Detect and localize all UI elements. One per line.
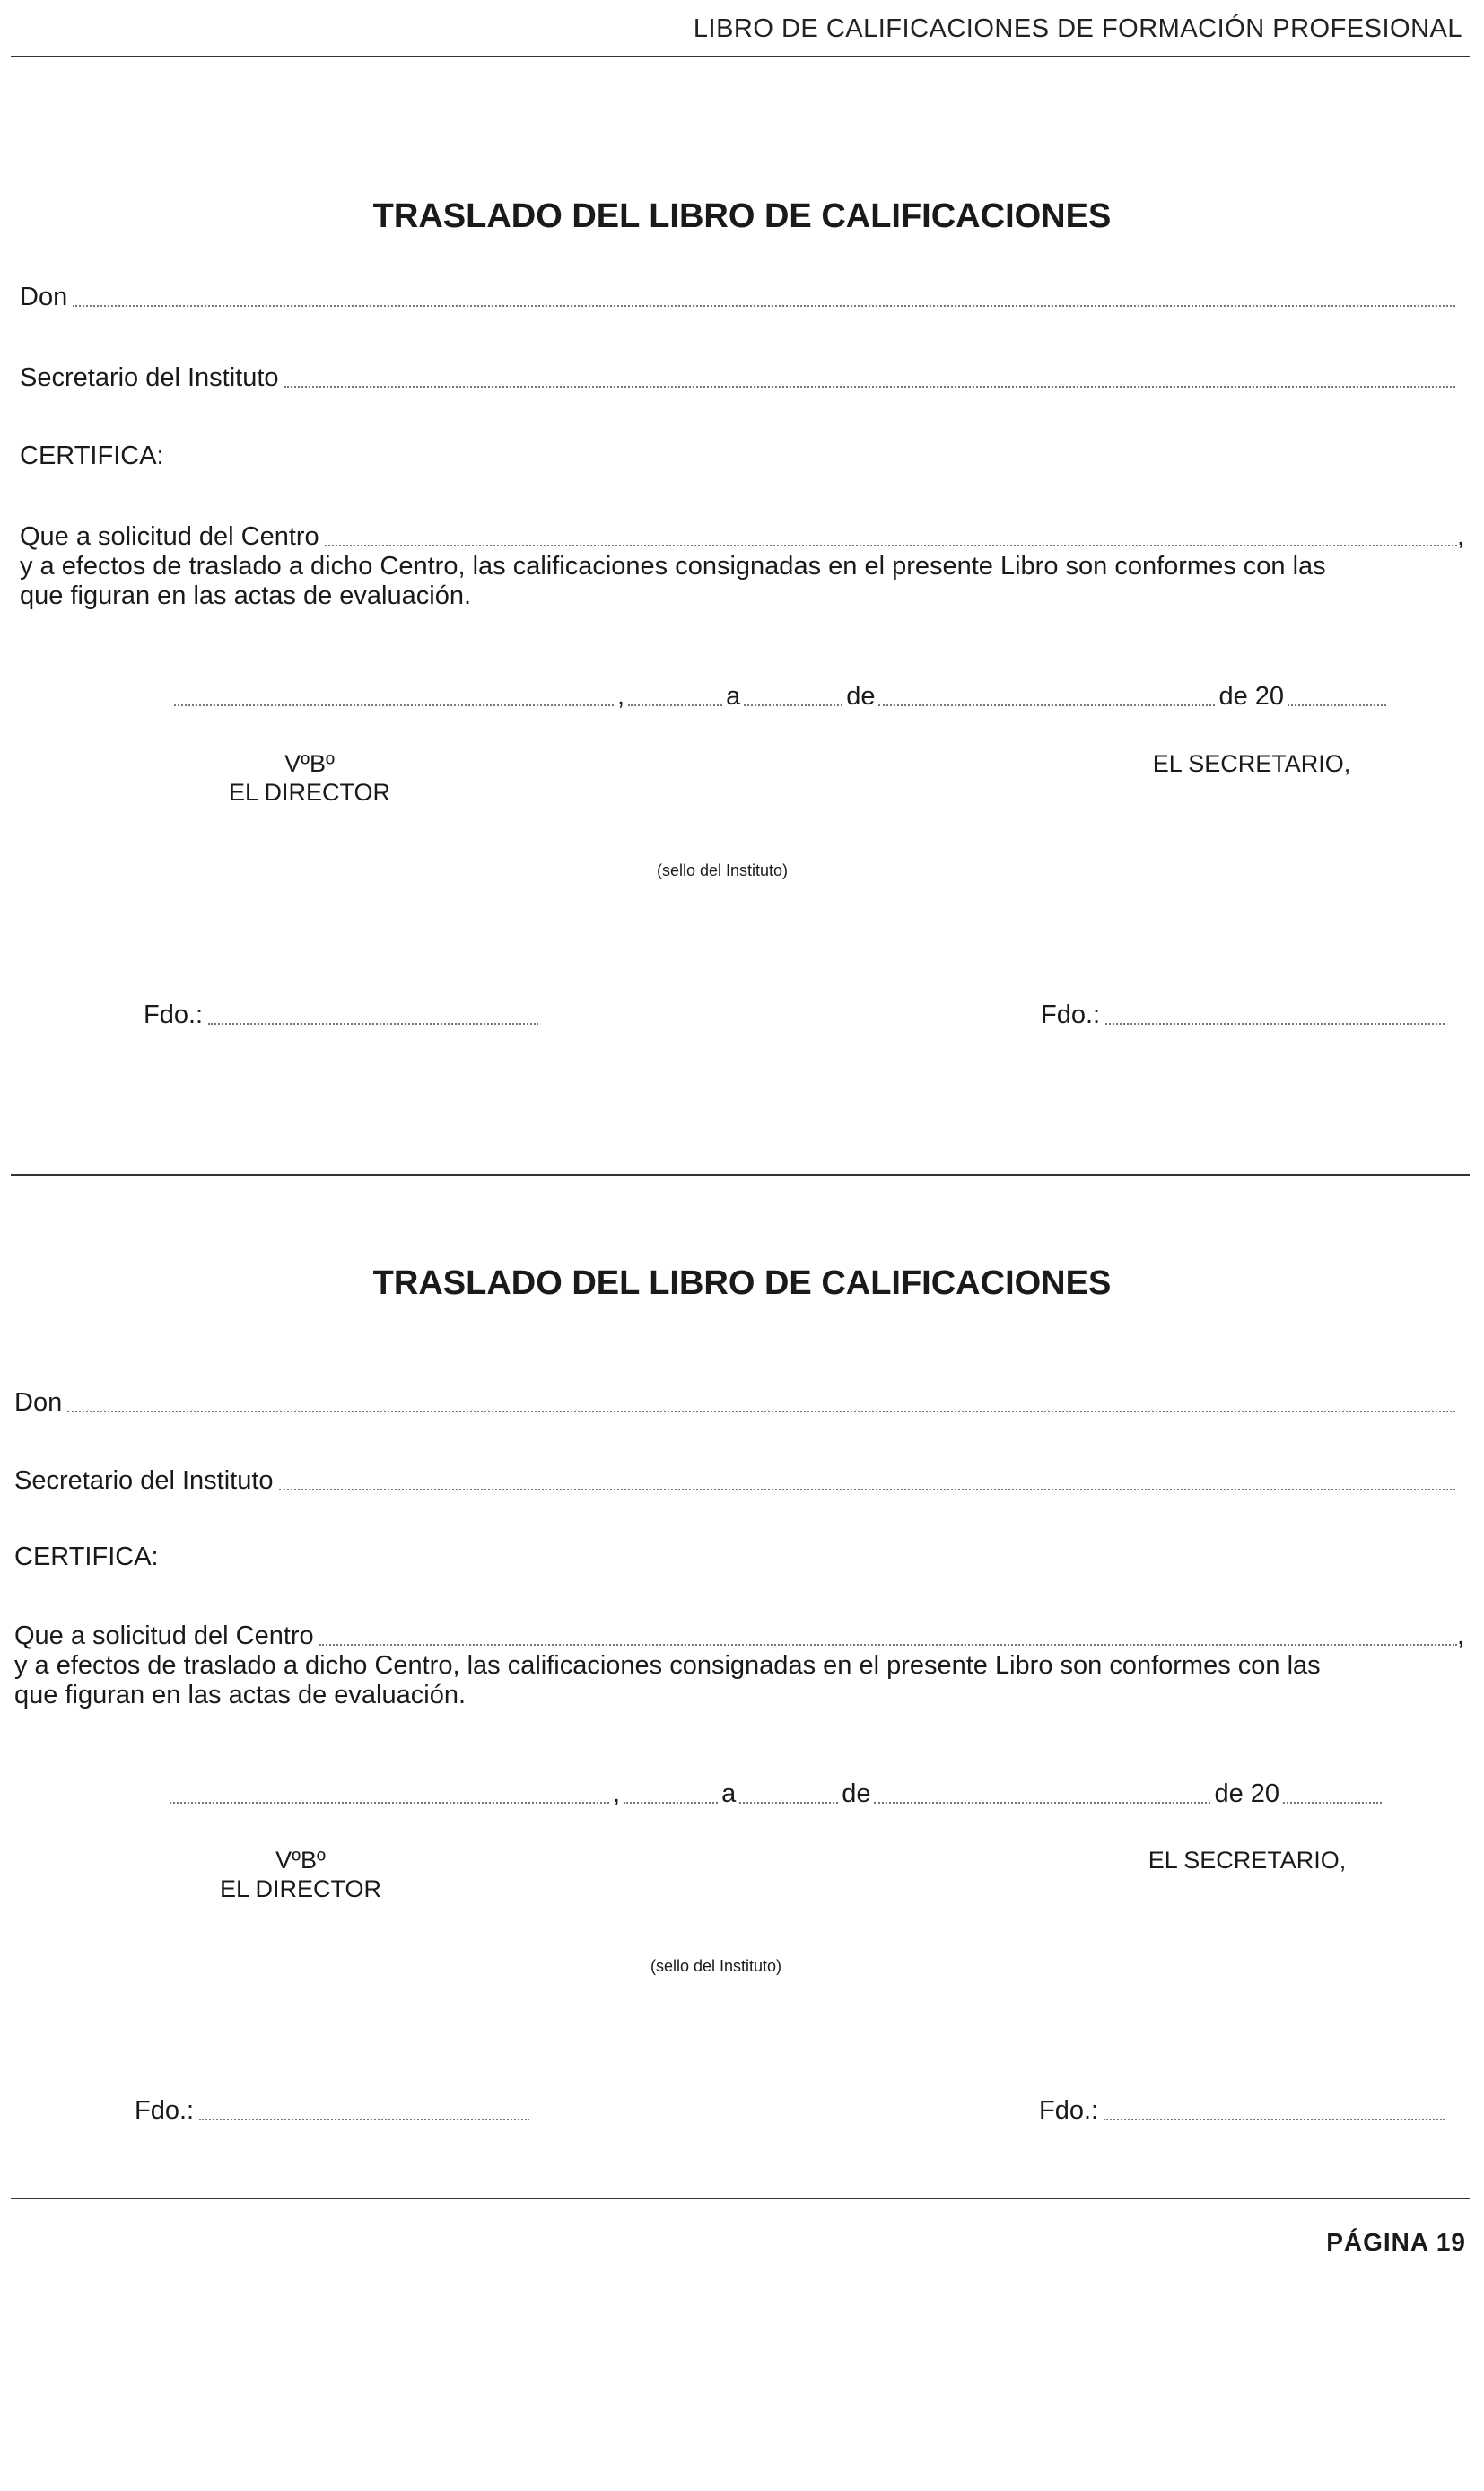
secretary-label: Secretario del Instituto bbox=[20, 363, 279, 392]
certifica-label: CERTIFICA: bbox=[14, 1543, 159, 1571]
date-de20: de 20 bbox=[1218, 682, 1285, 711]
date-day-prefix-field[interactable] bbox=[628, 704, 722, 706]
don-field[interactable] bbox=[73, 305, 1455, 307]
date-year-field[interactable] bbox=[1288, 704, 1386, 706]
seal-placeholder: (sello del Instituto) bbox=[650, 1957, 782, 1975]
date-line bbox=[166, 1779, 1445, 1809]
certification-body bbox=[14, 1651, 1473, 1710]
centro-line bbox=[20, 522, 1464, 552]
date-place-field[interactable] bbox=[174, 704, 614, 706]
date-comma: , bbox=[613, 1779, 621, 1808]
date-de: de bbox=[846, 682, 876, 711]
page-number: PÁGINA 19 bbox=[1326, 2228, 1466, 2256]
secretary-field[interactable] bbox=[284, 386, 1455, 388]
fdo-right-label: Fdo.: bbox=[1039, 2096, 1099, 2125]
certifica-line bbox=[20, 441, 164, 471]
seal-placeholder: (sello del Instituto) bbox=[656, 861, 789, 879]
fdo-left-line bbox=[135, 2096, 529, 2126]
centro-field[interactable] bbox=[319, 1644, 1457, 1646]
vobo-label: VºBº bbox=[275, 1847, 326, 1874]
date-de: de bbox=[842, 1779, 871, 1808]
certification-body bbox=[20, 552, 1473, 611]
transfer-section-1 bbox=[0, 0, 1484, 1032]
footer-rule bbox=[11, 2198, 1470, 2199]
secretary-line bbox=[14, 1466, 1455, 1496]
secretary-label: Secretario del Instituto bbox=[14, 1466, 274, 1495]
fdo-left-label: Fdo.: bbox=[144, 1001, 204, 1029]
date-de20: de 20 bbox=[1214, 1779, 1280, 1808]
body-line-1: y a efectos de traslado a dicho Centro, las calificaciones consignadas en el presente Libro son conformes con las bbox=[20, 552, 1326, 581]
fdo-left-line bbox=[144, 1001, 538, 1030]
certifica-line bbox=[14, 1543, 159, 1572]
secretario-label: EL SECRETARIO, bbox=[1148, 1847, 1347, 1874]
body-line-2: que figuran en las actas de evaluación. bbox=[20, 581, 472, 610]
date-line bbox=[170, 682, 1445, 712]
director-label: EL DIRECTOR bbox=[219, 1875, 382, 1902]
date-year-field[interactable] bbox=[1283, 1802, 1382, 1804]
secretary-line bbox=[20, 363, 1455, 393]
date-month-field[interactable] bbox=[874, 1802, 1210, 1804]
director-label: EL DIRECTOR bbox=[228, 779, 391, 806]
secretario-label: EL SECRETARIO, bbox=[1152, 750, 1351, 777]
section-title: TRASLADO DEL LIBRO DE CALIFICACIONES bbox=[372, 197, 1112, 235]
vobo-label: VºBº bbox=[284, 750, 335, 777]
date-a: a bbox=[726, 682, 741, 711]
centro-comma: , bbox=[1456, 1621, 1464, 1650]
don-label: Don bbox=[20, 283, 68, 311]
date-comma: , bbox=[617, 682, 625, 711]
date-place-field[interactable] bbox=[170, 1802, 609, 1804]
date-day-prefix-field[interactable] bbox=[624, 1802, 718, 1804]
body-line-1: y a efectos de traslado a dicho Centro, las calificaciones consignadas en el presente Libro son conformes con las bbox=[14, 1651, 1321, 1680]
fdo-right-line bbox=[1039, 2096, 1445, 2126]
document-header-title: LIBRO DE CALIFICACIONES DE FORMACIÓN PROFESIONAL bbox=[693, 14, 1462, 43]
date-month-field[interactable] bbox=[878, 704, 1215, 706]
date-day-field[interactable] bbox=[739, 1802, 838, 1804]
date-a: a bbox=[721, 1779, 737, 1808]
don-label: Don bbox=[14, 1388, 63, 1417]
body-line-2: que figuran en las actas de evaluación. bbox=[14, 1681, 467, 1709]
secretary-field[interactable] bbox=[279, 1489, 1455, 1490]
date-day-field[interactable] bbox=[744, 704, 842, 706]
fdo-left-field[interactable] bbox=[199, 2119, 529, 2120]
don-field[interactable] bbox=[67, 1411, 1455, 1412]
certifica-label: CERTIFICA: bbox=[20, 441, 164, 470]
centro-field[interactable] bbox=[325, 545, 1457, 546]
fdo-right-field[interactable] bbox=[1105, 1023, 1445, 1025]
centro-comma: , bbox=[1456, 522, 1464, 551]
section-title: TRASLADO DEL LIBRO DE CALIFICACIONES bbox=[372, 1264, 1112, 1302]
fdo-right-label: Fdo.: bbox=[1041, 1001, 1101, 1029]
fdo-left-label: Fdo.: bbox=[135, 2096, 195, 2125]
don-line bbox=[20, 283, 1455, 312]
fdo-left-field[interactable] bbox=[208, 1023, 538, 1025]
centro-label: Que a solicitud del Centro bbox=[20, 522, 319, 551]
don-line bbox=[14, 1388, 1455, 1418]
transfer-section-2 bbox=[0, 1067, 1484, 2125]
fdo-right-line bbox=[1041, 1001, 1445, 1030]
fdo-right-field[interactable] bbox=[1104, 2119, 1445, 2120]
centro-label: Que a solicitud del Centro bbox=[14, 1621, 314, 1650]
centro-line bbox=[14, 1621, 1464, 1651]
